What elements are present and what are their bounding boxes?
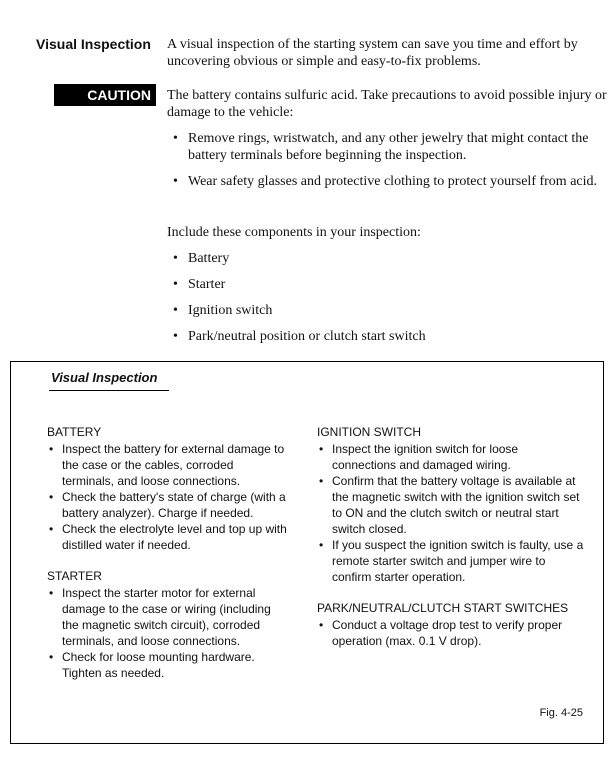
list-item: • Check for loose mounting hardware. Tighten as needed. [49,650,255,680]
caution-paragraph: The battery contains sulfuric acid. Take precautions to avoid possible injury or damage to the vehicle: [167,88,607,120]
list-item: • Park/neutral position or clutch start switch [173,329,426,344]
bullet-icon: • [173,303,178,318]
bullet-icon: • [319,442,324,456]
list-item: • Remove rings, wristwatch, and any other jewelry that might contact the battery terminals before beginning the inspection. [173,131,589,163]
park-list [317,617,585,649]
list-item: • Check the electrolyte level and top up with distilled water if needed. [49,522,287,552]
list-item: • Inspect the ignition switch for loose connections and damaged wiring. [319,442,519,472]
caution-bullet-list [167,130,607,199]
list-item: • Starter [173,277,226,292]
figure-box [10,361,604,744]
park-heading: PARK/NEUTRAL/CLUTCH START SWITCHES [317,601,569,615]
bullet-icon: • [49,490,54,504]
bullet-icon: • [173,174,178,189]
bullet-icon: • [173,329,178,344]
include-paragraph: Include these components in your inspection: [167,225,421,240]
component-list [167,250,607,354]
bullet-icon: • [49,522,54,536]
bullet-icon: • [49,586,54,600]
battery-heading: BATTERY [47,425,102,439]
figure-right-column [317,424,585,649]
bullet-icon: • [173,277,178,292]
list-item: • Conduct a voltage drop test to verify proper operation (max. 0.1 V drop). [319,618,563,648]
list-item: • Check the battery's state of charge (with a battery analyzer). Charge if needed. [49,490,286,520]
starter-heading: STARTER [47,569,102,583]
section-side-label: Visual Inspection [36,36,151,52]
list-item: • Battery [173,251,230,266]
figure-number: Fig. 4-25 [539,707,583,719]
intro-paragraph: A visual inspection of the starting system can save you time and effort by uncovering obvious or simple and easy-to-fix problems. [167,37,578,69]
list-item: • Inspect the starter motor for external damage to the case or wiring (including the magnetic switch circuit), corroded terminals, and loose connections. [49,586,271,648]
list-item: • Confirm that the battery voltage is available at the magnetic switch with the ignition switch set to ON and the clutch switch or neutral start switch closed. [319,474,580,536]
bullet-icon: • [319,618,324,632]
bullet-icon: • [173,251,178,266]
ignition-list [317,441,585,585]
battery-list [47,441,287,553]
figure-title: Visual Inspection [49,370,169,391]
list-item: • If you suspect the ignition switch is faulty, use a remote starter switch and jumper wire to confirm starter operation. [319,538,584,584]
list-item: • Ignition switch [173,303,273,318]
list-item: • Inspect the battery for external damage to the case or the cables, corroded terminals, and loose connections. [49,442,285,488]
bullet-icon: • [49,442,54,456]
bullet-icon: • [319,538,324,552]
list-item: • Wear safety glasses and protective clothing to protect yourself from acid. [173,174,598,189]
bullet-icon: • [173,131,178,146]
ignition-heading: IGNITION SWITCH [317,425,421,439]
bullet-icon: • [49,650,54,664]
starter-list [47,585,287,681]
figure-left-column [47,424,287,681]
caution-badge: CAUTION [54,84,156,106]
bullet-icon: • [319,474,324,488]
